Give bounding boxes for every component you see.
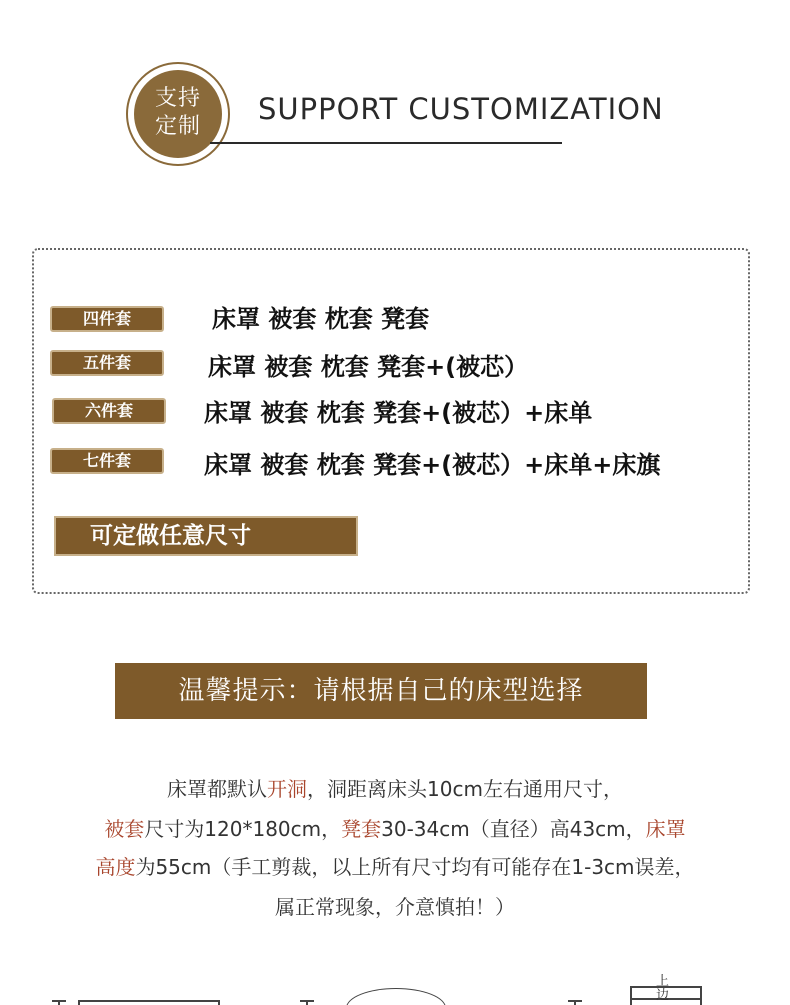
- diagram-edge: [630, 986, 632, 1005]
- diagram-tick: [58, 1000, 60, 1005]
- tip-banner: 温馨提示：请根据自己的床型选择: [115, 663, 647, 719]
- package-items: 床罩 被套 枕套 凳套+(被芯）+床单: [204, 399, 593, 427]
- header-title: SUPPORT CUSTOMIZATION: [258, 92, 664, 126]
- package-row-six: [34, 398, 750, 428]
- package-items: 床罩 被套 枕套 凳套: [212, 305, 430, 333]
- note-line-3: [0, 852, 790, 882]
- diagram-edge: [78, 1000, 80, 1005]
- note-text: 属正常现象，介意慎拍！）: [275, 895, 515, 919]
- diagram-edge: [218, 1000, 220, 1005]
- customization-header: [0, 0, 790, 200]
- package-options-box: [32, 248, 750, 594]
- diagram-stool-outline: [346, 988, 446, 1005]
- header-underline: [210, 142, 562, 144]
- package-row-five: [34, 352, 750, 382]
- note-line-2: [0, 814, 790, 844]
- badge-text-line2: 定制: [154, 114, 201, 139]
- diagram-label-side: 边: [656, 988, 670, 1003]
- note-text: ，洞距离床头10cm左右通用尺寸，: [307, 777, 623, 801]
- custom-size-label: 可定做任意尺寸: [54, 516, 358, 556]
- diagram-edge: [78, 1000, 218, 1002]
- note-highlight: 床罩: [645, 817, 686, 841]
- note-text: 床罩都默认: [167, 777, 268, 801]
- note-line-4: [0, 892, 790, 922]
- diagram-tick: [574, 1000, 576, 1005]
- note-line-1: [0, 774, 790, 804]
- note-text: 为55cm（手工剪裁，以上所有尺寸均有可能存在1-3cm误差，: [135, 855, 695, 879]
- customization-badge: [134, 70, 222, 158]
- package-items: 床罩 被套 枕套 凳套+(被芯）+床单+床旗: [204, 451, 661, 479]
- note-highlight: 凳套: [341, 817, 382, 841]
- note-highlight: 高度: [95, 855, 136, 879]
- note-highlight: 开洞: [267, 777, 308, 801]
- diagram-label-top: 上: [656, 974, 670, 989]
- badge-text-line1: 支持: [154, 86, 201, 111]
- package-items: 床罩 被套 枕套 凳套+(被芯）: [208, 353, 529, 381]
- size-diagram-partial: [0, 972, 790, 1005]
- package-tag: 七件套: [50, 448, 164, 474]
- diagram-tick: [306, 1000, 308, 1005]
- package-tag: 六件套: [52, 398, 166, 424]
- package-tag: 四件套: [50, 306, 164, 332]
- note-text: 尺寸为120*180cm，: [144, 817, 342, 841]
- diagram-edge: [700, 986, 702, 1005]
- package-row-four: [34, 304, 750, 334]
- package-row-seven: [34, 450, 750, 480]
- note-text: 30-34cm（直径）高43cm，: [381, 817, 646, 841]
- package-tag: 五件套: [50, 350, 164, 376]
- note-highlight: 被套: [104, 817, 145, 841]
